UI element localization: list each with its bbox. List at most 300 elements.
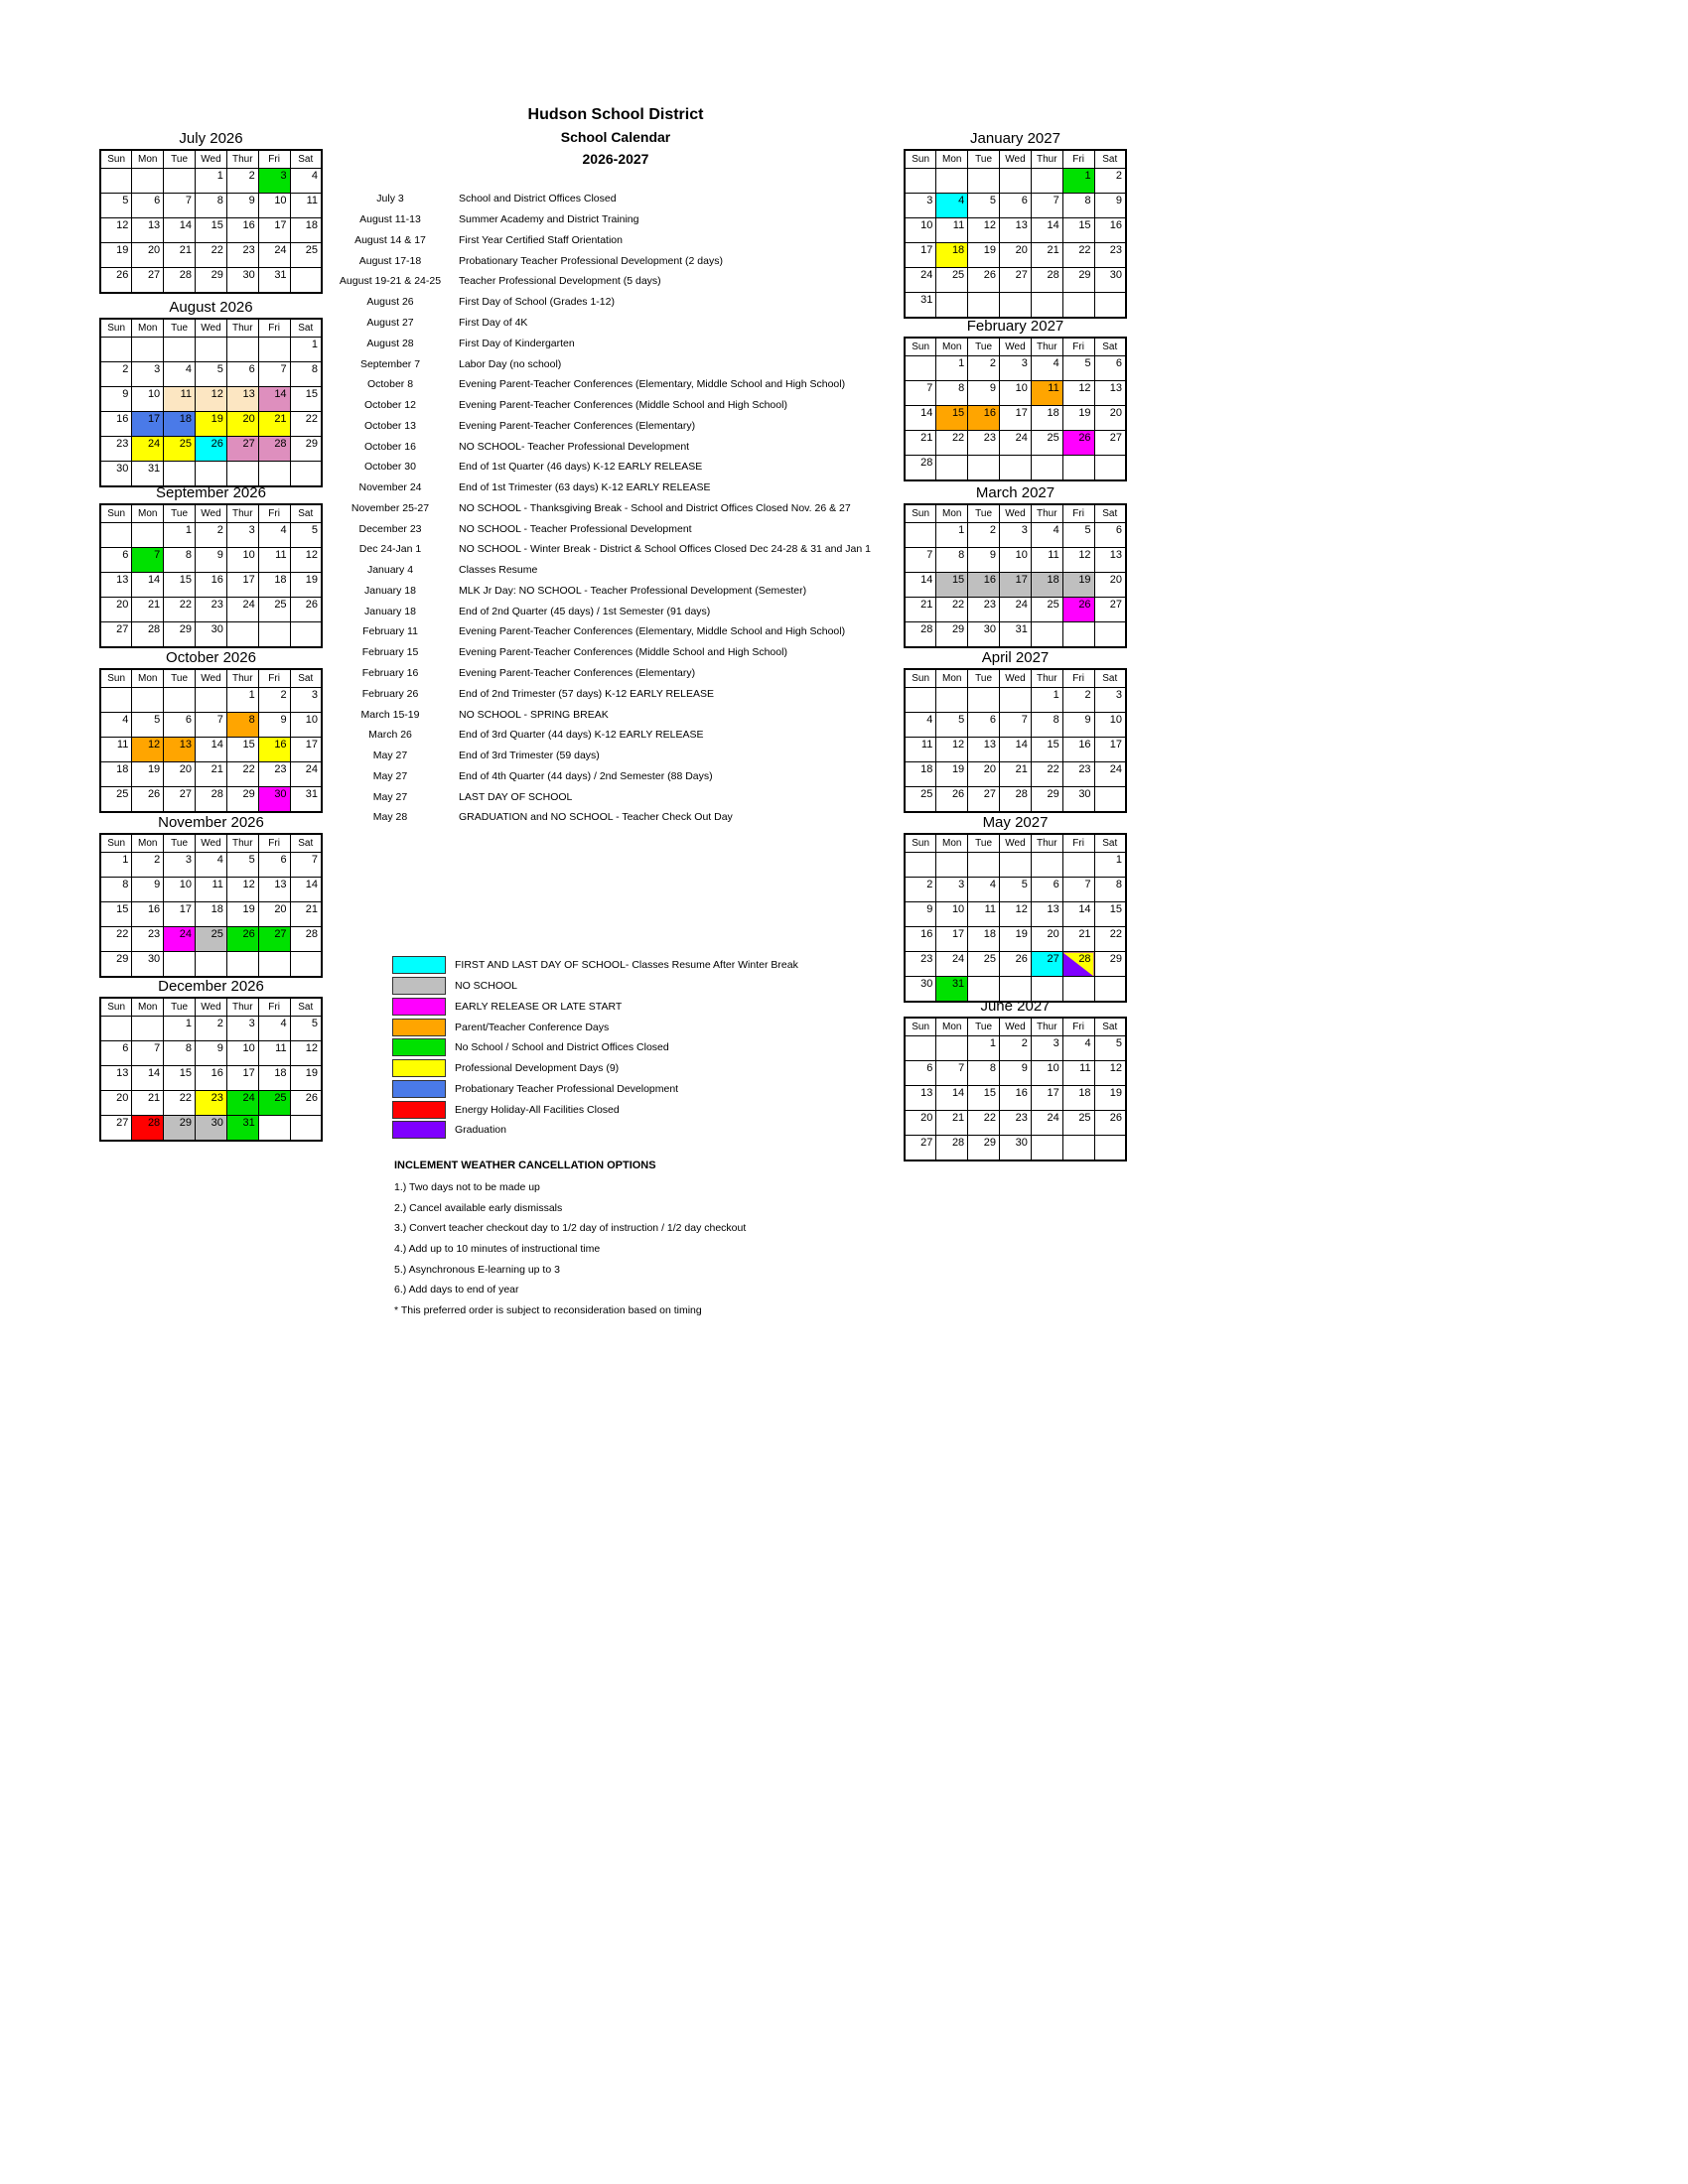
legend-label: Energy Holiday-All Facilities Closed [455,1103,620,1116]
calendar-day-cell: 12 [226,878,258,902]
calendar-day-cell: 26 [290,1091,322,1116]
day-header-row [905,834,1126,853]
calendar-day-cell: 8 [290,362,322,387]
legend-item [392,1120,798,1141]
calendar-day-cell: 1 [968,1036,1000,1061]
day-header: Mon [936,338,968,356]
calendar-day-cell: 19 [226,902,258,927]
calendar-day-cell: 10 [226,1041,258,1066]
calendar-day-cell: 18 [258,573,290,598]
week-row [100,1066,322,1091]
calendar-day-cell: 16 [132,902,164,927]
calendar-day-cell: 10 [226,548,258,573]
inclement-option: 2.) Cancel available early dismissals [394,1201,563,1214]
calendar-day-cell: 21 [1000,762,1032,787]
calendar-day-cell: 22 [1031,762,1062,787]
calendar-day-cell: 15 [164,573,196,598]
day-header: Sat [1094,504,1126,523]
calendar-day-cell: 8 [164,1041,196,1066]
calendar-day-cell: 3 [1000,356,1032,381]
calendar-day-cell: 10 [1000,381,1032,406]
gray-swatch [392,977,446,995]
calendar-day-cell [1031,853,1062,878]
calendar-day-cell: 28 [132,622,164,648]
event-row [328,581,1241,602]
calendar-day-cell: 7 [936,1061,968,1086]
month-title: September 2026 [156,484,266,501]
event-row [328,415,1241,436]
day-header: Tue [968,1018,1000,1036]
calendar-day-cell: 11 [196,878,227,902]
calendar-day-cell: 24 [226,1091,258,1116]
calendar-day-cell: 16 [1000,1086,1032,1111]
calendar-day-cell: 2 [100,362,132,387]
week-row [100,1041,322,1066]
event-date: March 26 [368,729,412,742]
calendar-day-cell: 30 [258,787,290,813]
calendar-day-cell: 4 [1062,1036,1094,1061]
calendar-day-cell: 28 [936,1136,968,1161]
calendar-day-cell: 26 [936,787,968,813]
calendar-day-cell: 2 [905,878,936,902]
month-calendar [99,149,323,294]
event-description: Evening Parent-Teacher Conferences (Middle School and High School) [459,399,787,412]
event-date: February 26 [361,687,419,700]
calendar-day-cell: 1 [196,169,227,194]
calendar-day-cell: 14 [196,738,227,762]
day-header: Tue [968,669,1000,688]
calendar-day-cell: 1 [164,523,196,548]
day-header: Sun [100,998,132,1017]
calendar-day-cell: 18 [196,902,227,927]
event-description: Evening Parent-Teacher Conferences (Elementary) [459,419,696,432]
calendar-day-cell: 19 [196,412,227,437]
calendar-day-cell: 3 [226,523,258,548]
event-row [328,374,1241,395]
calendar-day-cell: 19 [1094,1086,1126,1111]
calendar-day-cell: 3 [1031,1036,1062,1061]
calendar-day-cell: 28 [1031,268,1062,293]
day-header: Wed [1000,504,1032,523]
calendar-day-cell: 23 [196,1091,227,1116]
month-calendar [904,1017,1127,1161]
calendar-day-cell: 5 [100,194,132,218]
calendar-day-cell: 11 [290,194,322,218]
day-header: Thur [226,504,258,523]
calendar-day-cell: 29 [968,1136,1000,1161]
calendar-day-cell: 17 [905,243,936,268]
calendar-day-cell: 6 [1000,194,1032,218]
calendar-day-cell: 8 [936,381,968,406]
week-row [100,268,322,294]
calendar-day-cell: 11 [936,218,968,243]
calendar-day-cell: 27 [100,622,132,648]
calendar-day-cell: 18 [1062,1086,1094,1111]
calendar-day-cell: 7 [164,194,196,218]
calendar-day-cell: 24 [226,598,258,622]
calendar-day-cell: 21 [164,243,196,268]
calendar-day-cell: 17 [164,902,196,927]
calendar-day-cell [100,523,132,548]
calendar-day-cell: 22 [164,1091,196,1116]
calendar-day-cell [1000,853,1032,878]
calendar-day-cell: 25 [905,787,936,813]
day-header: Fri [1062,338,1094,356]
calendar-day-cell: 6 [226,362,258,387]
week-row [100,194,322,218]
calendar-day-cell: 7 [905,548,936,573]
event-row [328,746,1241,766]
day-header: Wed [196,319,227,338]
calendar-day-cell: 25 [258,598,290,622]
district-title: Hudson School District [527,106,704,123]
calendar-day-cell [290,622,322,648]
event-date: May 28 [372,811,408,824]
calendar-day-cell: 9 [132,878,164,902]
calendar-day-cell: 2 [1062,688,1094,713]
week-row [905,878,1126,902]
calendar-day-cell: 16 [226,218,258,243]
calendar-day-cell: 24 [1031,1111,1062,1136]
calendar-day-cell: 23 [1000,1111,1032,1136]
calendar-day-cell: 22 [100,927,132,952]
event-date: Dec 24-Jan 1 [358,543,422,556]
day-header: Wed [196,504,227,523]
calendar-day-cell: 29 [226,787,258,813]
event-row [328,765,1241,786]
calendar-day-cell: 31 [936,977,968,1003]
inclement-options [394,1177,1149,1320]
event-row [328,230,1241,251]
calendar-day-cell: 30 [905,977,936,1003]
event-row [328,539,1241,560]
event-date: May 27 [372,790,408,803]
month-calendar [99,318,323,487]
month-title: May 2027 [982,814,1049,831]
calendar-day-cell: 18 [1031,406,1062,431]
calendar-day-cell [100,338,132,362]
event-date: August 19-21 & 24-25 [339,275,442,288]
calendar-day-cell: 14 [905,406,936,431]
day-header: Wed [1000,150,1032,169]
calendar-day-cell: 3 [1094,688,1126,713]
event-description: GRADUATION and NO SCHOOL - Teacher Check Out Day [459,811,733,824]
month-block [99,813,323,978]
calendar-day-cell: 22 [1094,927,1126,952]
calendar-day-cell: 26 [1062,431,1094,456]
calendar-day-cell: 9 [226,194,258,218]
calendar-day-cell [936,1036,968,1061]
day-header: Sun [905,338,936,356]
calendar-day-cell: 8 [1031,713,1062,738]
calendar-day-cell: 21 [132,598,164,622]
event-row [328,353,1241,374]
month-calendar [99,833,323,978]
event-date: February 15 [361,646,419,659]
month-block [904,997,1127,1161]
calendar-day-cell [132,523,164,548]
calendar-day-cell: 15 [1062,218,1094,243]
day-header-row [905,150,1126,169]
day-header: Wed [1000,1018,1032,1036]
calendar-day-cell: 28 [258,437,290,462]
week-row [100,387,322,412]
week-row [100,853,322,878]
calendar-day-cell: 22 [226,762,258,787]
calendar-day-cell: 12 [1062,381,1094,406]
calendar-day-cell: 26 [968,268,1000,293]
calendar-day-cell: 30 [132,952,164,978]
calendar-day-cell: 12 [968,218,1000,243]
calendar-day-cell: 5 [1000,878,1032,902]
calendar-day-cell: 11 [164,387,196,412]
calendar-day-cell: 29 [164,1116,196,1142]
month-calendar [99,997,323,1142]
day-header: Sat [1094,150,1126,169]
day-header: Sat [1094,834,1126,853]
calendar-day-cell: 8 [164,548,196,573]
calendar-day-cell: 13 [100,573,132,598]
calendar-day-cell: 2 [1094,169,1126,194]
day-header: Mon [936,1018,968,1036]
calendar-day-cell [132,169,164,194]
day-header: Fri [1062,504,1094,523]
calendar-day-cell: 15 [100,902,132,927]
day-header: Sat [290,150,322,169]
calendar-day-cell: 25 [1031,598,1062,622]
calendar-day-cell: 5 [1062,523,1094,548]
calendar-day-cell: 1 [936,356,968,381]
day-header: Wed [196,150,227,169]
calendar-day-cell: 18 [164,412,196,437]
calendar-day-cell: 25 [100,787,132,813]
calendar-day-cell: 25 [290,243,322,268]
cyan-swatch [392,956,446,974]
calendar-day-cell: 25 [164,437,196,462]
week-row [100,437,322,462]
calendar-day-cell: 19 [1062,406,1094,431]
calendar-day-cell: 31 [905,293,936,319]
calendar-day-cell: 30 [968,622,1000,648]
month-calendar [99,668,323,813]
calendar-day-cell: 19 [290,573,322,598]
event-description: End of 2nd Quarter (45 days) / 1st Semester (91 days) [459,605,711,617]
event-date: August 28 [366,337,414,349]
month-block [99,298,323,487]
school-year: 2026-2027 [582,151,649,167]
day-header: Wed [1000,834,1032,853]
calendar-day-cell: 21 [290,902,322,927]
day-header: Fri [1062,1018,1094,1036]
calendar-day-cell [258,622,290,648]
calendar-day-cell: 27 [226,437,258,462]
week-row [100,1017,322,1041]
calendar-day-cell: 2 [196,1017,227,1041]
calendar-day-cell: 14 [936,1086,968,1111]
event-description: MLK Jr Day: NO SCHOOL - Teacher Professional Development (Semester) [459,584,807,597]
day-header-row [100,998,322,1017]
calendar-day-cell: 1 [290,338,322,362]
calendar-day-cell [196,952,227,978]
calendar-day-cell: 7 [132,548,164,573]
calendar-day-cell: 16 [258,738,290,762]
week-row [100,169,322,194]
calendar-day-cell: 22 [968,1111,1000,1136]
week-row [100,622,322,648]
calendar-day-cell: 17 [132,412,164,437]
calendar-day-cell: 12 [100,218,132,243]
event-row [328,189,1241,209]
week-row [905,927,1126,952]
calendar-day-cell: 25 [196,927,227,952]
calendar-day-cell: 15 [196,218,227,243]
calendar-day-cell: 29 [196,268,227,294]
calendar-day-cell: 6 [258,853,290,878]
calendar-day-cell: 30 [1000,1136,1032,1161]
event-date: January 18 [364,605,416,617]
day-header: Sat [290,834,322,853]
month-title: March 2027 [975,484,1055,501]
event-description: Evening Parent-Teacher Conferences (Middle School and High School) [459,646,787,659]
inclement-option: 4.) Add up to 10 minutes of instructional time [394,1243,601,1256]
calendar-day-cell: 14 [1062,902,1094,927]
day-header: Sun [100,150,132,169]
calendar-day-cell: 8 [968,1061,1000,1086]
calendar-day-cell: 12 [132,738,164,762]
day-header: Sun [905,834,936,853]
red-swatch [392,1101,446,1119]
event-row [328,663,1241,684]
calendar-day-cell: 7 [1031,194,1062,218]
calendar-day-cell: 20 [905,1111,936,1136]
calendar-day-cell: 8 [1062,194,1094,218]
calendar-day-cell: 7 [290,853,322,878]
calendar-day-cell: 27 [1000,268,1032,293]
calendar-day-cell: 21 [905,598,936,622]
calendar-day-cell: 29 [290,437,322,462]
calendar-day-cell: 14 [132,573,164,598]
legend-label: No School / School and District Offices Closed [455,1041,669,1054]
calendar-day-cell: 11 [968,902,1000,927]
week-row [905,1086,1126,1111]
calendar-day-cell: 5 [1062,356,1094,381]
purple-swatch [392,1121,446,1139]
calendar-day-cell: 29 [1094,952,1126,977]
event-description: First Day of 4K [459,316,528,329]
calendar-day-cell: 12 [1094,1061,1126,1086]
calendar-day-cell: 4 [936,194,968,218]
week-row [100,362,322,387]
event-date: May 27 [372,750,408,762]
event-date: November 24 [358,481,422,494]
calendar-day-cell: 6 [100,1041,132,1066]
calendar-day-cell: 28 [196,787,227,813]
calendar-day-cell: 9 [100,387,132,412]
legend-item [392,1079,798,1100]
calendar-day-cell: 24 [1094,762,1126,787]
week-row [100,598,322,622]
week-row [100,688,322,713]
legend [392,955,798,1141]
calendar-day-cell: 11 [1031,548,1062,573]
calendar-day-cell: 15 [164,1066,196,1091]
day-header: Fri [1062,669,1094,688]
calendar-day-cell [196,688,227,713]
calendar-day-cell: 27 [968,787,1000,813]
day-header-row [100,150,322,169]
event-description: End of 3rd Quarter (44 days) K-12 EARLY RELEASE [459,729,704,742]
day-header: Sun [100,319,132,338]
calendar-day-cell: 31 [226,1116,258,1142]
calendar-day-cell: 9 [905,902,936,927]
event-row [328,436,1241,457]
month-title: January 2027 [970,130,1060,147]
event-row [328,478,1241,498]
calendar-day-cell: 13 [132,218,164,243]
calendar-day-cell: 17 [1000,573,1032,598]
orange-swatch [392,1019,446,1036]
event-row [328,621,1241,642]
legend-label: Probationary Teacher Professional Development [455,1082,679,1095]
inclement-option: 3.) Convert teacher checkout day to 1/2 day of instruction / 1/2 day checkout [394,1222,747,1235]
calendar-day-cell: 13 [905,1086,936,1111]
calendar-day-cell: 30 [1094,268,1126,293]
calendar-day-cell: 11 [258,1041,290,1066]
event-description: End of 2nd Trimester (57 days) K-12 EARLY RELEASE [459,687,714,700]
calendar-day-cell: 1 [164,1017,196,1041]
calendar-day-cell: 20 [100,1091,132,1116]
calendar-day-cell [164,952,196,978]
calendar-day-cell: 1 [100,853,132,878]
calendar-day-cell [164,688,196,713]
calendar-day-cell: 3 [226,1017,258,1041]
event-description: NO SCHOOL - Thanksgiving Break - School and District Offices Closed Nov. 26 & 27 [459,501,851,514]
event-description: Teacher Professional Development (5 days) [459,275,661,288]
calendar-day-cell: 9 [968,381,1000,406]
calendar-day-cell: 3 [905,194,936,218]
legend-item [392,1058,798,1079]
calendar-day-cell: 6 [132,194,164,218]
day-header: Sat [290,669,322,688]
calendar-day-cell: 2 [258,688,290,713]
calendar-day-cell: 21 [905,431,936,456]
day-header: Sun [100,504,132,523]
day-header: Fri [258,669,290,688]
calendar-day-cell: 22 [290,412,322,437]
calendar-day-cell: 20 [1094,406,1126,431]
calendar-day-cell: 4 [290,169,322,194]
month-title: December 2026 [158,978,264,995]
calendar-day-cell: 27 [1094,598,1126,622]
calendar-day-cell: 17 [936,927,968,952]
day-header: Thur [226,319,258,338]
day-header: Thur [1031,150,1062,169]
calendar-day-cell: 4 [968,878,1000,902]
event-date: December 23 [358,522,422,535]
day-header: Mon [132,150,164,169]
calendar-day-cell: 11 [1031,381,1062,406]
calendar-day-cell: 22 [1062,243,1094,268]
day-header-row [905,1018,1126,1036]
calendar-day-cell: 6 [164,713,196,738]
event-row [328,704,1241,725]
calendar-day-cell: 20 [164,762,196,787]
calendar-day-cell: 14 [1031,218,1062,243]
month-block [99,977,323,1142]
green-swatch [392,1038,446,1056]
calendar-day-cell: 31 [1000,622,1032,648]
calendar-day-cell: 23 [258,762,290,787]
